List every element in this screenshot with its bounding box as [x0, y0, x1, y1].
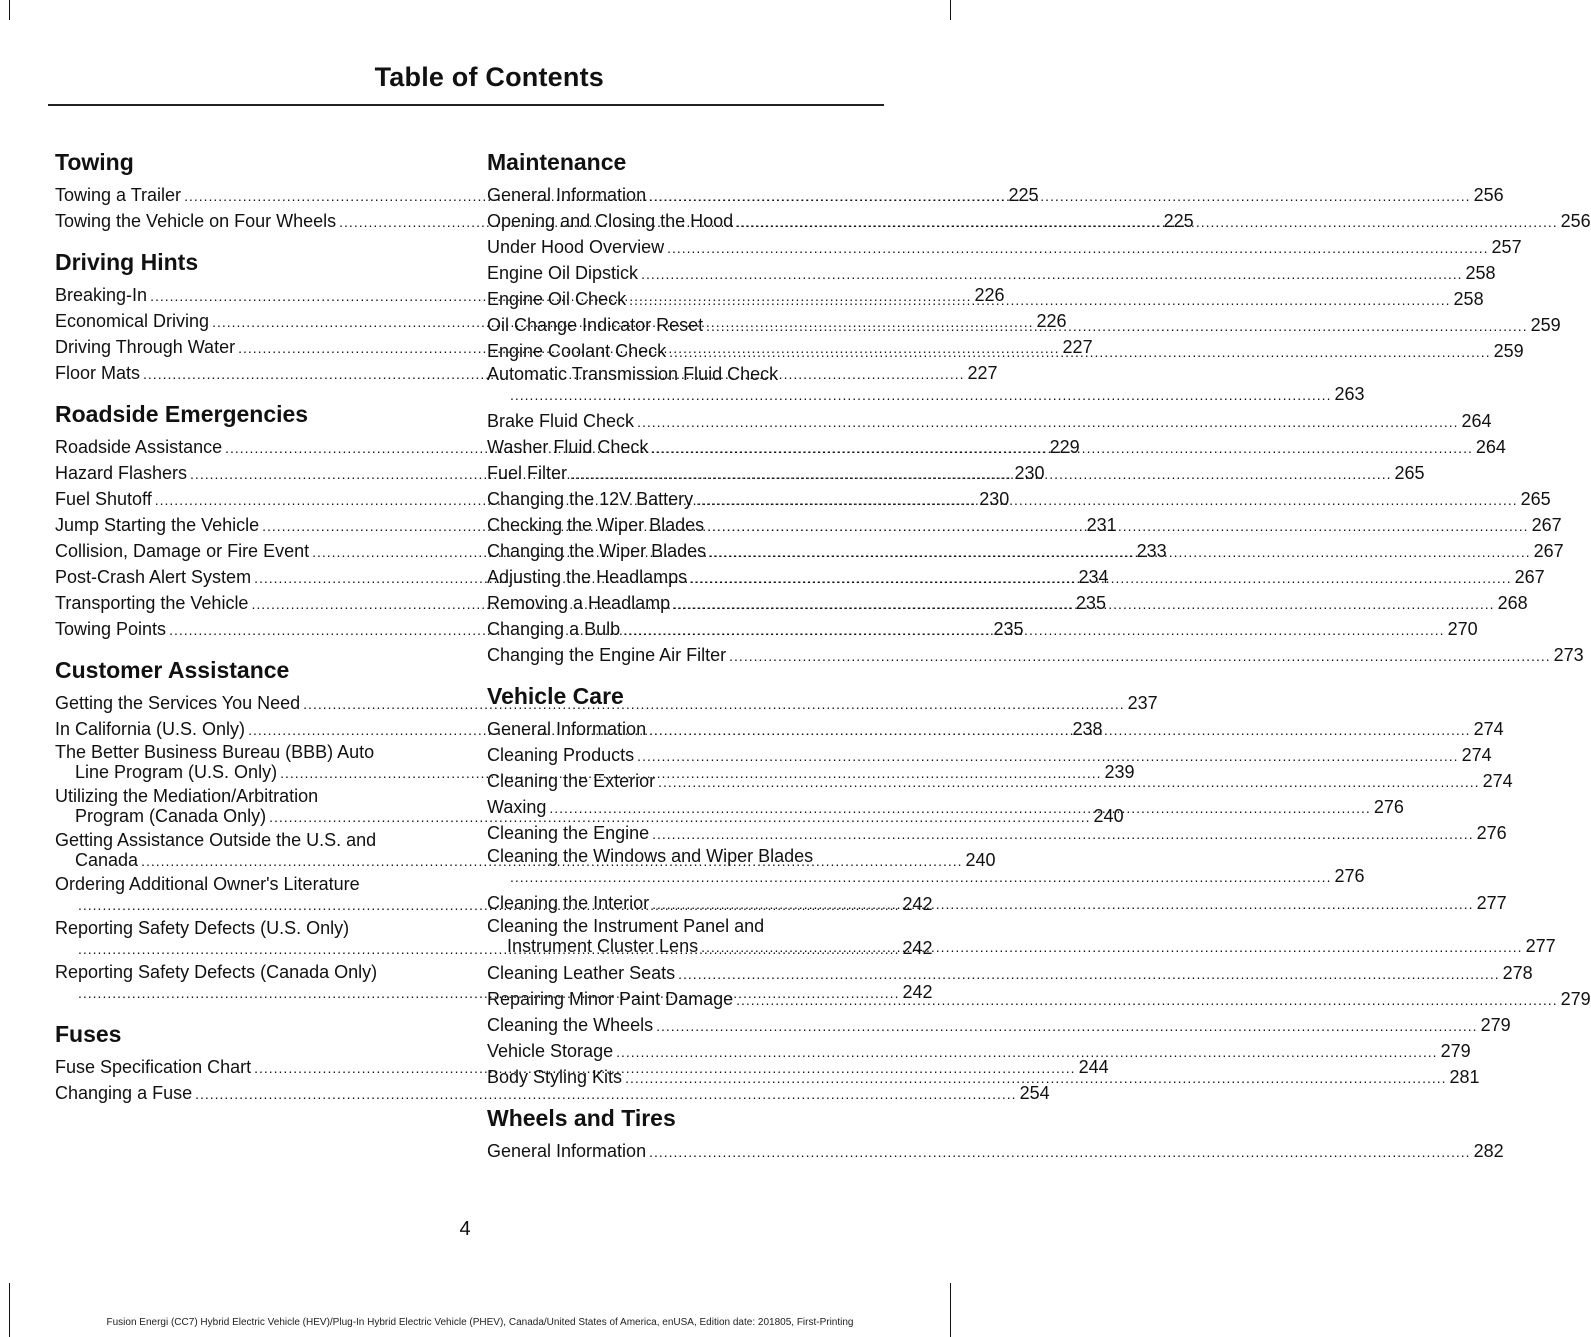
entry-title: Cleaning the Wheels [487, 1015, 654, 1035]
dot-leader [510, 866, 1331, 886]
entry-page: 276 [1334, 866, 1365, 886]
toc-entry[interactable] [487, 1012, 1511, 1038]
section-heading: Towing [55, 149, 134, 175]
entry-page: 274 [1461, 745, 1492, 765]
entry-title: Changing the 12V Battery [487, 489, 694, 509]
entry-title: Cleaning the Instrument Panel and [487, 916, 765, 936]
entry-page: 240 [965, 850, 996, 870]
section-heading: Wheels and Tires [487, 1105, 676, 1131]
entry-page: 226 [974, 285, 1005, 305]
entry-page: 281 [1449, 1067, 1480, 1087]
dot-leader [656, 1012, 1477, 1038]
entry-page: 259 [1493, 341, 1524, 361]
entry-page: 278 [1502, 963, 1533, 983]
toc-entry[interactable] [487, 1038, 1471, 1064]
entry-page: 276 [1476, 823, 1507, 843]
entry-title: Changing the Wiper Blades [487, 541, 707, 561]
entry-title: Fuel Shutoff [55, 489, 152, 509]
toc-entry[interactable] [55, 1080, 1050, 1106]
entry-page: 233 [1136, 541, 1167, 561]
dot-leader [696, 486, 1517, 512]
entry-title: Opening and Closing the Hood [487, 211, 734, 231]
toc-entry[interactable] [487, 260, 1496, 286]
entry-page: 258 [1465, 263, 1496, 283]
entry-title: Towing Points [55, 619, 167, 639]
section-heading: Customer Assistance [55, 657, 290, 683]
entry-title: Brake Fluid Check [487, 411, 635, 431]
entry-title: Roadside Assistance [55, 437, 223, 457]
dot-leader [641, 260, 1462, 286]
dot-leader [707, 512, 1528, 538]
entry-page: 229 [1049, 437, 1080, 457]
entry-title: General Information [487, 185, 647, 205]
entry-page: 234 [1078, 567, 1109, 587]
footer-text: Fusion Energi (CC7) Hybrid Electric Vehicle (HEV)/Plug-In Hybrid Electric Vehicle (PHEV), Canada/United States of America, enUSA, Edition date: 201805, First-Printing [106, 1317, 854, 1328]
entry-page: 230 [1014, 463, 1045, 483]
entry-page: 257 [1491, 237, 1522, 257]
entry-title: Vehicle Storage [487, 1041, 614, 1061]
entry-page: 244 [1078, 1057, 1109, 1077]
entry-title-continued: Line Program (U.S. Only) [75, 762, 278, 782]
entry-title: Oil Change Indicator Reset [487, 315, 704, 335]
entry-title: Cleaning Products [487, 745, 635, 765]
dot-leader [616, 1038, 1437, 1064]
entry-title: Changing the Engine Air Filter [487, 645, 727, 665]
dot-leader [649, 1138, 1470, 1164]
entry-title: Changing a Bulb [487, 619, 621, 639]
entry-title: Towing the Vehicle on Four Wheels [55, 211, 337, 231]
crop-mark-bottom-right [950, 1283, 951, 1337]
dot-leader [625, 1064, 1446, 1090]
entry-page: 267 [1514, 567, 1545, 587]
entry-page: 277 [1525, 936, 1556, 956]
dot-leader [649, 716, 1470, 742]
entry-title: Getting the Services You Need [55, 693, 301, 713]
section-heading: Driving Hints [55, 249, 199, 275]
dot-leader [701, 936, 1522, 956]
entry-title: Adjusting the Headlamps [487, 567, 688, 587]
entry-title: Economical Driving [55, 311, 210, 331]
entry-title: Engine Oil Check [487, 289, 627, 309]
entry-title: Driving Through Water [55, 337, 236, 357]
dot-leader [690, 564, 1511, 590]
dot-leader [736, 208, 1557, 234]
entry-title: Cleaning Leather Seats [487, 963, 676, 983]
entry-page: 238 [1072, 719, 1103, 739]
entry-page: 242 [902, 982, 933, 1002]
entry-title: General Information [487, 719, 647, 739]
crop-mark-top-right [950, 0, 951, 20]
section-heading: Vehicle Care [487, 683, 624, 709]
entry-page: 273 [1553, 645, 1584, 665]
entry-page: 231 [1086, 515, 1117, 535]
entry-page: 264 [1461, 411, 1492, 431]
entry-title: Breaking-In [55, 285, 148, 305]
entry-title: Collision, Damage or Fire Event [55, 541, 310, 561]
page-number: 4 [459, 1218, 471, 1240]
entry-title: Body Styling Kits [487, 1067, 623, 1087]
entry-title: Fuel Filter [487, 463, 568, 483]
section-heading: Fuses [55, 1021, 122, 1047]
entry-page: 239 [1104, 762, 1135, 782]
entry-page: 256 [1473, 185, 1504, 205]
page-title: Table of Contents [374, 62, 604, 92]
section-heading: Maintenance [487, 149, 627, 175]
entry-page: 235 [993, 619, 1024, 639]
entry-title: Jump Starting the Vehicle [55, 515, 260, 535]
dot-leader [729, 642, 1550, 668]
entry-page: 282 [1473, 1141, 1504, 1161]
entry-page: 276 [1373, 797, 1404, 817]
entry-title: Engine Oil Dipstick [487, 263, 639, 283]
entry-page: 279 [1560, 989, 1591, 1009]
entry-title: Under Hood Overview [487, 237, 665, 257]
entry-page: 242 [902, 938, 933, 958]
crop-mark-bottom-left [9, 1283, 10, 1337]
entry-title: Transporting the Vehicle [55, 593, 249, 613]
dot-leader [669, 338, 1490, 364]
entry-page: 268 [1497, 593, 1528, 613]
entry-page: 270 [1447, 619, 1478, 639]
entry-page: 225 [1008, 185, 1039, 205]
dot-leader [658, 768, 1479, 794]
entry-title: Towing a Trailer [55, 185, 182, 205]
entry-title: Cleaning the Windows and Wiper Blades [487, 846, 814, 866]
title-divider [48, 104, 884, 106]
entry-title: Repairing Minor Paint Damage [487, 989, 734, 1009]
dot-leader [673, 590, 1494, 616]
entry-page: 274 [1473, 719, 1504, 739]
dot-leader [637, 742, 1458, 768]
entry-title: Fuse Specification Chart [55, 1057, 252, 1077]
entry-title: Post-Crash Alert System [55, 567, 252, 587]
dot-leader [510, 384, 1331, 404]
entry-page: 254 [1019, 1083, 1050, 1103]
entry-title: General Information [487, 1141, 647, 1161]
entry-title: Waxing [487, 797, 547, 817]
entry-page: 240 [1093, 806, 1124, 826]
entry-title: Changing a Fuse [55, 1083, 193, 1103]
dot-leader [652, 820, 1473, 846]
entry-title-continued: Instrument Cluster Lens [507, 936, 699, 956]
entry-page: 258 [1453, 289, 1484, 309]
entry-title: Reporting Safety Defects (U.S. Only) [55, 918, 350, 938]
entry-page: 242 [902, 894, 933, 914]
dot-leader [652, 890, 1473, 916]
entry-title: In California (U.S. Only) [55, 719, 246, 739]
entry-page: 235 [1075, 593, 1106, 613]
crop-mark-top-left [9, 0, 10, 20]
toc-entry[interactable] [487, 742, 1492, 768]
entry-page: 227 [1062, 337, 1093, 357]
entry-page: 259 [1530, 315, 1561, 335]
toc-entry[interactable] [487, 234, 1522, 260]
entry-title: Cleaning the Exterior [487, 771, 656, 791]
entry-title: Hazard Flashers [55, 463, 188, 483]
dot-leader [678, 960, 1499, 986]
entry-page: 279 [1440, 1041, 1471, 1061]
entry-page: 264 [1475, 437, 1506, 457]
entry-page: 265 [1520, 489, 1551, 509]
entry-page: 225 [1163, 211, 1194, 231]
entry-page: 256 [1560, 211, 1591, 231]
entry-title: Utilizing the Mediation/Arbitration [55, 786, 319, 806]
dot-leader [651, 434, 1472, 460]
entry-title: Engine Coolant Check [487, 341, 667, 361]
entry-page: 267 [1533, 541, 1564, 561]
toc-entry[interactable] [487, 408, 1492, 434]
entry-title: Floor Mats [55, 363, 141, 383]
dot-leader [623, 616, 1444, 642]
section-heading: Roadside Emergencies [55, 401, 309, 427]
entry-page: 274 [1482, 771, 1513, 791]
entry-title: Cleaning the Engine [487, 823, 650, 843]
dot-leader [649, 182, 1470, 208]
dot-leader [637, 408, 1458, 434]
toc-section [487, 1102, 1504, 1164]
entry-page: 226 [1036, 311, 1067, 331]
entry-title: Removing a Headlamp [487, 593, 671, 613]
toc-entry[interactable] [487, 1138, 1504, 1164]
entry-title: Washer Fluid Check [487, 437, 649, 457]
dot-leader [667, 234, 1488, 260]
entry-title: Reporting Safety Defects (Canada Only) [55, 962, 378, 982]
entry-title-continued: Program (Canada Only) [75, 806, 267, 826]
entry-page: 227 [967, 363, 998, 383]
dot-leader [706, 312, 1527, 338]
entry-title: Ordering Additional Owner's Literature [55, 874, 360, 894]
entry-page: 230 [979, 489, 1010, 509]
entry-title: The Better Business Bureau (BBB) Auto [55, 742, 375, 762]
dot-leader [549, 794, 1370, 820]
entry-title: Automatic Transmission Fluid Check [487, 364, 779, 384]
toc-entry[interactable] [487, 820, 1507, 846]
entry-title: Cleaning the Interior [487, 893, 650, 913]
entry-title: Checking the Wiper Blades [487, 515, 705, 535]
entry-page: 267 [1531, 515, 1562, 535]
entry-page: 277 [1476, 893, 1507, 913]
entry-title: Getting Assistance Outside the U.S. and [55, 830, 377, 850]
dot-leader [629, 286, 1450, 312]
toc-entry[interactable] [487, 642, 1584, 668]
entry-page: 279 [1480, 1015, 1511, 1035]
dot-leader [736, 986, 1557, 1012]
entry-page: 237 [1127, 693, 1158, 713]
dot-leader [709, 538, 1530, 564]
entry-page: 265 [1394, 463, 1425, 483]
entry-title-continued: Canada [75, 850, 139, 870]
entry-page: 263 [1334, 384, 1365, 404]
dot-leader [570, 460, 1391, 486]
toc-entry[interactable] [487, 960, 1533, 986]
